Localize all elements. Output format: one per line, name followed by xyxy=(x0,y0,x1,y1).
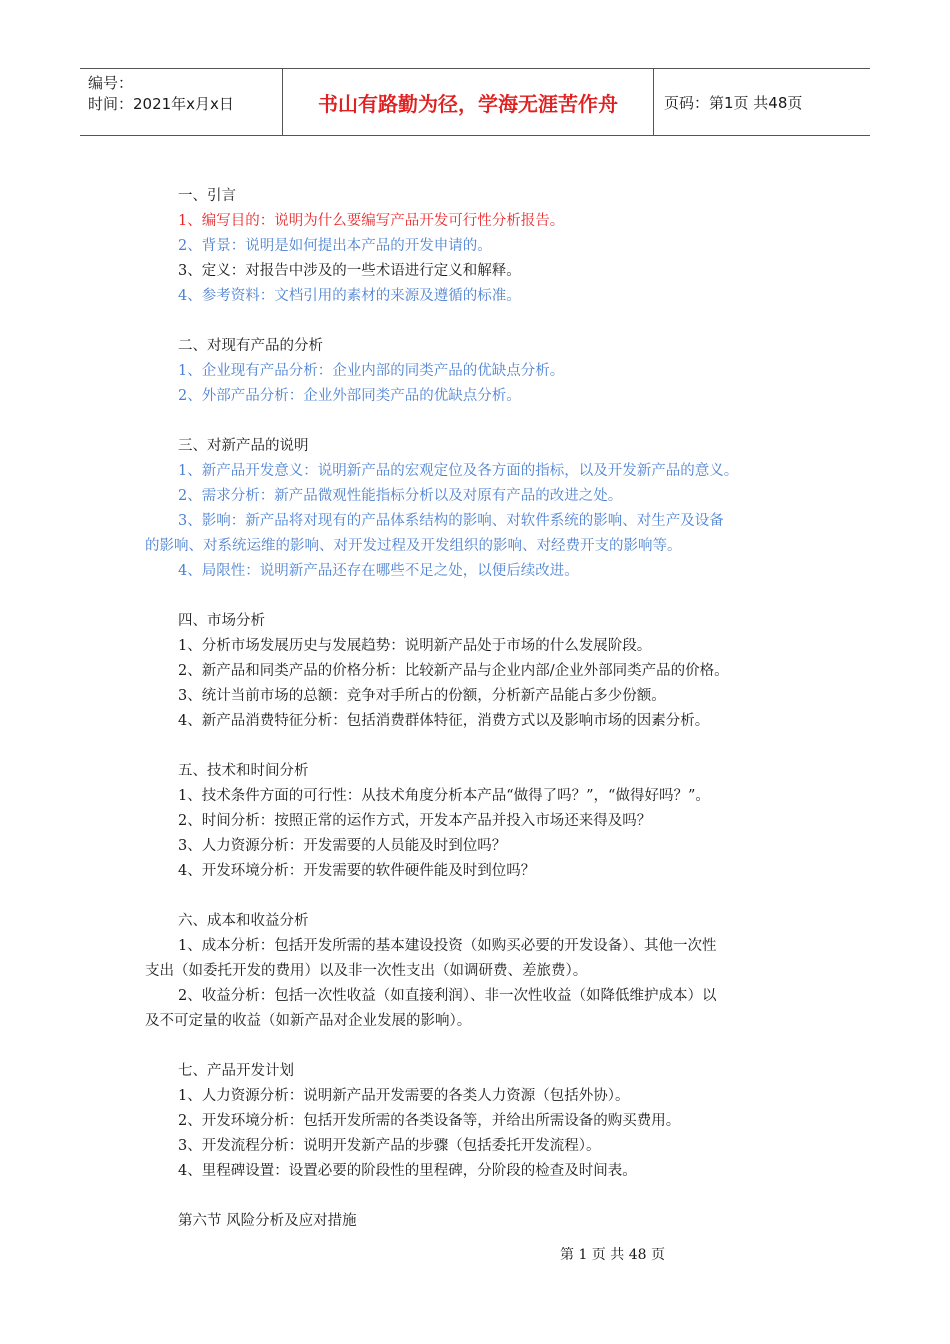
list-item: 2、时间分析：按照正常的运作方式，开发本产品并投入市场还来得及吗？ xyxy=(178,813,652,829)
section-spacer xyxy=(145,884,835,909)
list-item: 1、新产品开发意义：说明新产品的宏观定位及各方面的指标，以及开发新产品的意义。 xyxy=(178,463,739,479)
section-heading: 五、技术和时间分析 xyxy=(178,763,309,779)
list-item: 3、统计当前市场的总额：竞争对手所占的份额，分析新产品能占多少份额。 xyxy=(178,688,666,704)
section-heading: 四、市场分析 xyxy=(178,613,265,629)
section-heading: 六、成本和收益分析 xyxy=(178,913,309,929)
list-item: 2、背景：说明是如何提出本产品的开发申请的。 xyxy=(178,238,492,254)
list-item: 1、分析市场发展历史与发展趋势：说明新产品处于市场的什么发展阶段。 xyxy=(178,638,652,654)
section-heading: 二、对现有产品的分析 xyxy=(178,338,323,354)
header-page-info: 页码：第1页 共48页 xyxy=(664,93,803,112)
list-item: 3、定义：对报告中涉及的一些术语进行定义和解释。 xyxy=(178,263,521,279)
list-item: 2、收益分析：包括一次性收益（如直接利润）、非一次性收益（如降低维护成本）以 xyxy=(178,988,717,1004)
list-item: 1、编写目的：说明为什么要编写产品开发可行性分析报告。 xyxy=(178,213,565,229)
list-item: 1、成本分析：包括开发所需的基本建设投资（如购买必要的开发设备）、其他一次性 xyxy=(178,938,717,954)
header-meta xyxy=(80,69,282,135)
list-item: 3、开发流程分析：说明开发新产品的步骤（包括委托开发流程）。 xyxy=(178,1138,601,1154)
section-spacer xyxy=(145,1184,835,1209)
section-heading: 一、引言 xyxy=(178,188,236,204)
section-spacer xyxy=(145,584,835,609)
list-item-continuation: 支出（如委托开发的费用）以及非一次性支出（如调研费、差旅费）。 xyxy=(145,963,588,979)
list-item-continuation: 的影响、对系统运维的影响、对开发过程及开发组织的影响、对经费开支的影响等。 xyxy=(145,538,682,554)
document-body xyxy=(145,184,835,1234)
list-item: 4、新产品消费特征分析：包括消费群体特征，消费方式以及影响市场的因素分析。 xyxy=(178,713,710,729)
page-footer: 第 1 页 共 48 页 xyxy=(560,1247,665,1263)
list-item: 2、需求分析：新产品微观性能指标分析以及对原有产品的改进之处。 xyxy=(178,488,623,504)
document-date: 时间：2021年x月x日 xyxy=(88,95,234,113)
page-header xyxy=(80,68,870,136)
section-spacer xyxy=(145,309,835,334)
list-item: 2、开发环境分析：包括开发所需的各类设备等，并给出所需设备的购买费用。 xyxy=(178,1113,681,1129)
list-item: 1、人力资源分析：说明新产品开发需要的各类人力资源（包括外协）。 xyxy=(178,1088,630,1104)
section-heading: 第六节 风险分析及应对措施 xyxy=(178,1213,357,1229)
list-item: 3、影响：新产品将对现有的产品体系结构的影响、对软件系统的影响、对生产及设备 xyxy=(178,513,724,529)
list-item: 1、企业现有产品分析：企业内部的同类产品的优缺点分析。 xyxy=(178,363,565,379)
list-item: 4、里程碑设置：设置必要的阶段性的里程碑，分阶段的检查及时间表。 xyxy=(178,1163,637,1179)
list-item: 4、参考资料：文档引用的素材的来源及遵循的标准。 xyxy=(178,288,521,304)
section-heading: 三、对新产品的说明 xyxy=(178,438,309,454)
section-spacer xyxy=(145,734,835,759)
list-item: 4、开发环境分析：开发需要的软件硬件能及时到位吗？ xyxy=(178,863,536,879)
section-heading: 七、产品开发计划 xyxy=(178,1063,294,1079)
list-item: 2、新产品和同类产品的价格分析：比较新产品与企业内部/企业外部同类产品的价格。 xyxy=(178,663,729,679)
document-number-label: 编号： xyxy=(88,74,134,92)
list-item: 1、技术条件方面的可行性：从技术角度分析本产品“做得了吗？”，“做得好吗？”。 xyxy=(178,788,710,804)
list-item: 2、外部产品分析：企业外部同类产品的优缺点分析。 xyxy=(178,388,521,404)
section-spacer xyxy=(145,1034,835,1059)
list-item: 3、人力资源分析：开发需要的人员能及时到位吗？ xyxy=(178,838,507,854)
section-spacer xyxy=(145,409,835,434)
list-item-continuation: 及不可定量的收益（如新产品对企业发展的影响）。 xyxy=(145,1013,472,1029)
list-item: 4、局限性：说明新产品还存在哪些不足之处，以便后续改进。 xyxy=(178,563,579,579)
header-motto: 书山有路勤为径，学海无涯苦作舟 xyxy=(282,69,654,135)
